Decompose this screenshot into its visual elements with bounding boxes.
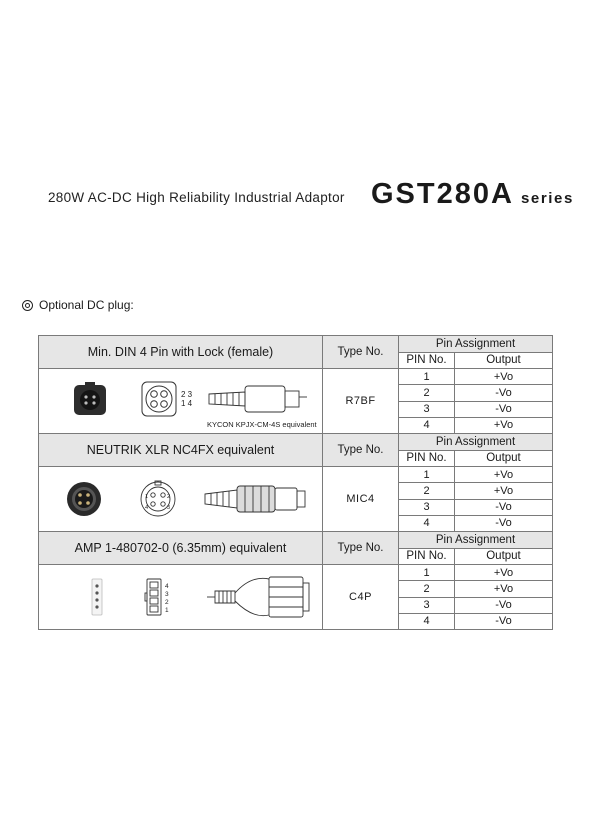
plug-3-pin-2-no: 2 bbox=[399, 581, 455, 597]
plug-1-pin-2-no: 2 bbox=[399, 385, 455, 401]
amp-face-digit-3: 3 bbox=[165, 591, 169, 598]
xlr-connector-illustration bbox=[39, 467, 323, 531]
section-title-text: Optional DC plug: bbox=[39, 298, 134, 312]
table-row bbox=[39, 467, 553, 483]
plug-2-pin-no-header: PIN No. bbox=[399, 450, 455, 467]
amp-face-digit-1: 1 bbox=[165, 607, 169, 614]
plug-3-pin-4-no: 4 bbox=[399, 613, 455, 629]
plug-1-pin-1-output: +Vo bbox=[455, 369, 553, 385]
plug-2-pin-assignment-header: Pin Assignment bbox=[399, 434, 553, 451]
plug-2-pin-4-no: 4 bbox=[399, 515, 455, 531]
din-face-label-top: 2 3 bbox=[181, 390, 193, 399]
plug-3-type-header: Type No. bbox=[323, 532, 399, 565]
table-row bbox=[39, 565, 553, 581]
plug-2-output-header: Output bbox=[455, 450, 553, 467]
xlr-face-digit-4: 4 bbox=[145, 505, 149, 511]
plug-1-header-row bbox=[39, 336, 553, 353]
xlr-face-digit-1: 1 bbox=[145, 494, 149, 500]
plug-3-name: AMP 1-480702-0 (6.35mm) equivalent bbox=[39, 532, 323, 565]
plug-2-pin-1-output: +Vo bbox=[455, 467, 553, 483]
plug-1-pin-no-header: PIN No. bbox=[399, 352, 455, 369]
xlr-face-digit-3: 3 bbox=[167, 505, 171, 511]
plug-3-drawing bbox=[39, 565, 323, 630]
plug-1-name: Min. DIN 4 Pin with Lock (female) bbox=[39, 336, 323, 369]
plug-3-pin-no-header: PIN No. bbox=[399, 548, 455, 565]
plug-3-pin-1-output: +Vo bbox=[455, 565, 553, 581]
plug-2-name: NEUTRIK XLR NC4FX equivalent bbox=[39, 434, 323, 467]
din-connector-illustration bbox=[39, 369, 323, 433]
series-label: series bbox=[520, 190, 574, 207]
plug-1-pin-3-no: 3 bbox=[399, 401, 455, 417]
din-face-label-bottom: 1 4 bbox=[181, 399, 193, 408]
plug-2-pin-2-output: +Vo bbox=[455, 483, 553, 499]
plug-1-pin-assignment-header: Pin Assignment bbox=[399, 336, 553, 353]
plug-1-type: R7BF bbox=[323, 369, 399, 434]
plug-3-output-header: Output bbox=[455, 548, 553, 565]
plug-1-pin-3-output: -Vo bbox=[455, 401, 553, 417]
plug-3-pin-3-output: -Vo bbox=[455, 597, 553, 613]
plug-1-output-header: Output bbox=[455, 352, 553, 369]
plug-3-pin-3-no: 3 bbox=[399, 597, 455, 613]
model-title bbox=[371, 178, 574, 211]
plug-2-pin-2-no: 2 bbox=[399, 483, 455, 499]
document-subtitle: 280W AC-DC High Reliability Industrial Adaptor bbox=[48, 190, 345, 205]
din-drawing-caption: KYCON KPJX-CM-4S equivalent bbox=[207, 420, 317, 429]
plug-3-pin-assignment-header: Pin Assignment bbox=[399, 532, 553, 549]
section-heading bbox=[22, 298, 134, 312]
plug-2-pin-1-no: 1 bbox=[399, 467, 455, 483]
plug-3-pin-1-no: 1 bbox=[399, 565, 455, 581]
model-name: GST280A bbox=[371, 178, 514, 210]
amp-face-digit-4: 4 bbox=[165, 583, 169, 590]
table-row bbox=[39, 369, 553, 385]
plug-3-pin-4-output: -Vo bbox=[455, 613, 553, 629]
plug-2-pin-3-output: -Vo bbox=[455, 499, 553, 515]
plug-2-type-header: Type No. bbox=[323, 434, 399, 467]
plug-3-type: C4P bbox=[323, 565, 399, 630]
plug-2-drawing bbox=[39, 467, 323, 532]
plug-1-drawing bbox=[39, 369, 323, 434]
xlr-plug-photo bbox=[67, 482, 101, 516]
plug-1-pin-1-no: 1 bbox=[399, 369, 455, 385]
din-side-drawing bbox=[209, 386, 307, 412]
amp-face-drawing bbox=[145, 579, 161, 615]
amp-side-drawing bbox=[207, 577, 309, 617]
amp-connector-illustration bbox=[39, 565, 323, 629]
plug-2-pin-4-output: -Vo bbox=[455, 515, 553, 531]
plug-1-pin-2-output: -Vo bbox=[455, 385, 553, 401]
plug-1-type-header: Type No. bbox=[323, 336, 399, 369]
xlr-side-drawing bbox=[205, 486, 305, 512]
xlr-face-digit-2: 2 bbox=[167, 494, 171, 500]
double-circle-bullet-icon bbox=[22, 300, 33, 311]
plug-1-pin-4-no: 4 bbox=[399, 417, 455, 433]
plug-2-pin-3-no: 3 bbox=[399, 499, 455, 515]
amp-face-digit-2: 2 bbox=[165, 599, 169, 606]
plug-2-type: MIC4 bbox=[323, 467, 399, 532]
plug-1-pin-4-output: +Vo bbox=[455, 417, 553, 433]
plug-3-pin-2-output: +Vo bbox=[455, 581, 553, 597]
dc-plug-table bbox=[38, 335, 553, 630]
plug-2-header-row bbox=[39, 434, 553, 451]
din-face-drawing bbox=[142, 382, 176, 416]
amp-plug-photo bbox=[92, 579, 102, 615]
plug-3-header-row bbox=[39, 532, 553, 549]
